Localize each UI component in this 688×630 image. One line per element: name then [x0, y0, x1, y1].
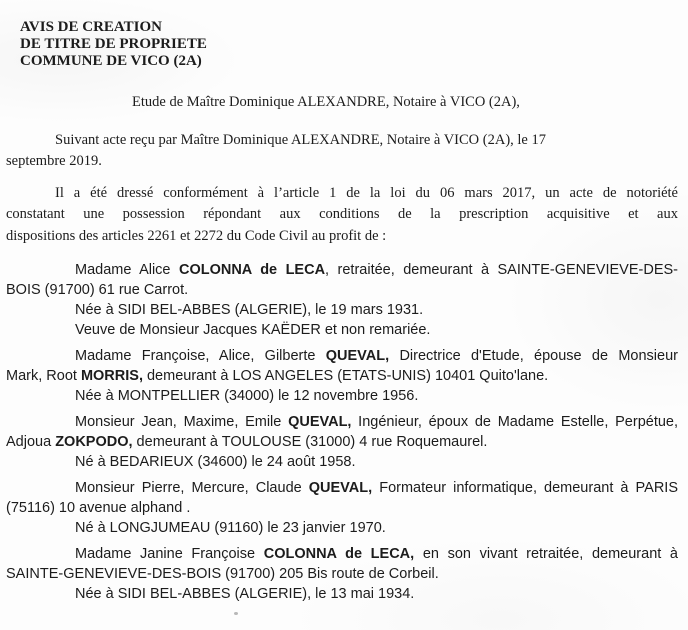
beneficiary-paragraph-3-line-3 — [6, 452, 678, 472]
text-run: Ingénieur, époux de Madame Estelle, Perpétue, — [351, 414, 679, 430]
text-run: Monsieur Pierre, Mercure, Claude — [75, 480, 309, 496]
text-run: Formateur informatique, demeurant à PARIS — [372, 480, 678, 496]
beneficiary-paragraph-1 — [6, 260, 678, 340]
text-run: demeurant à LOS ANGELES (ETATS-UNIS) 10401 Quito'lane. — [142, 368, 549, 384]
text-run: septembre 2019. — [6, 153, 102, 169]
text-run: AVIS DE CREATION — [20, 19, 162, 35]
text-run: Monsieur Jean, Maxime, Emile — [75, 414, 289, 430]
legal-basis-paragraph-line-3 — [6, 226, 678, 248]
text-run: Né à BEDARIEUX (34600) le 24 août 1958. — [75, 454, 356, 470]
beneficiary-paragraph-5-line-1 — [6, 544, 678, 564]
text-run: Adjoua — [6, 434, 56, 450]
beneficiary-paragraph-5-line-3 — [6, 584, 678, 604]
text-run: Née à SIDI BEL-ABBES (ALGERIE), le 19 mars 1931. — [75, 302, 424, 318]
notary-office-line — [6, 92, 678, 114]
notice-title-line-1 — [20, 19, 678, 36]
legal-basis-paragraph — [6, 183, 678, 248]
text-run: Suivant acte reçu par Maître Dominique ALEXANDRE, Notaire à VICO (2A), le 17 — [55, 131, 546, 148]
beneficiary-paragraph-2-line-1 — [6, 346, 678, 366]
beneficiary-paragraph-2 — [6, 346, 678, 406]
text-run: en son vivant retraitée, demeurant à — [414, 546, 678, 562]
text-run: Veuve de Monsieur Jacques KAËDER et non remariée. — [75, 322, 431, 338]
notice-title — [6, 19, 678, 70]
text-run: Né à LONGJUMEAU (91160) le 23 janvier 1970. — [75, 520, 386, 536]
person-surname-bold: MORRIS, — [80, 368, 143, 384]
notary-office-line-line-1 — [6, 92, 678, 114]
beneficiary-paragraph-1-line-3 — [6, 300, 678, 320]
person-surname-bold: QUEVAL, — [288, 414, 352, 430]
text-run: SAINTE-GENEVIEVE-DES-BOIS (91700) 205 Bis route de Corbeil. — [6, 566, 439, 582]
beneficiary-paragraph-2-line-2 — [6, 366, 678, 386]
text-run: Madame Françoise, Alice, Gilberte — [75, 348, 326, 364]
beneficiary-paragraph-3-line-1 — [6, 412, 678, 432]
text-run: Directrice d'Etude, épouse de Monsieur — [389, 348, 678, 364]
text-run: COMMUNE DE VICO (2A) — [20, 53, 202, 69]
beneficiary-paragraph-5-line-2 — [6, 564, 678, 584]
beneficiary-paragraph-2-line-3 — [6, 386, 678, 406]
text-run: constatant une possession répondant aux conditions de la prescription acquisitive et aux — [6, 206, 678, 222]
beneficiary-paragraph-5 — [6, 544, 678, 604]
text-run: Etude de Maître Dominique ALEXANDRE, Notaire à VICO (2A), — [132, 94, 520, 110]
legal-basis-paragraph-line-2 — [6, 204, 678, 226]
text-run: BOIS (91700) 61 rue Carrot. — [6, 282, 189, 298]
deed-date-paragraph — [6, 130, 678, 173]
beneficiary-paragraph-1-line-2 — [6, 280, 678, 300]
beneficiary-paragraph-3-line-2 — [6, 432, 678, 452]
beneficiary-paragraph-4 — [6, 478, 678, 538]
beneficiary-paragraph-1-line-1 — [6, 260, 678, 280]
text-run: Née à SIDI BEL-ABBES (ALGERIE), le 13 mai 1934. — [75, 586, 415, 602]
deed-date-paragraph-line-2 — [6, 151, 678, 173]
person-surname-bold: COLONNA de LECA, — [263, 546, 415, 562]
deed-date-paragraph-line-1 — [6, 130, 678, 152]
text-run: dispositions des articles 2261 et 2272 du Code Civil au profit de : — [6, 227, 387, 244]
beneficiary-paragraph-4-line-3 — [6, 518, 678, 538]
beneficiary-paragraph-4-line-2 — [6, 498, 678, 518]
text-run: DE TITRE DE PROPRIETE — [20, 36, 207, 52]
person-surname-bold: QUEVAL, — [325, 348, 390, 364]
scan-speck-artifact — [234, 612, 238, 615]
text-run: Mark, Root — [6, 368, 81, 384]
notice-title-line-3 — [20, 53, 678, 70]
person-surname-bold: COLONNA de LECA — [178, 262, 326, 278]
beneficiary-paragraph-3 — [6, 412, 678, 472]
legal-basis-paragraph-line-1 — [6, 183, 678, 205]
text-run: Madame Alice — [75, 262, 179, 278]
text-run: , retraitée, demeurant à SAINTE-GENEVIEVE-DES- — [325, 262, 678, 278]
person-surname-bold: ZOKPODO, — [55, 434, 133, 450]
text-run: Née à MONTPELLIER (34000) le 12 novembre 1956. — [75, 388, 419, 404]
text-run: Madame Janine Françoise — [75, 546, 264, 562]
text-run: demeurant à TOULOUSE (31000) 4 rue Roquemaurel. — [132, 434, 488, 450]
beneficiary-paragraph-1-line-4 — [6, 320, 678, 340]
person-surname-bold: QUEVAL, — [308, 480, 373, 496]
beneficiary-paragraph-4-line-1 — [6, 478, 678, 498]
text-run: Il a été dressé conformément à l’article 1 de la loi du 06 mars 2017, un acte de notoriété — [55, 184, 678, 201]
notice-title-line-2 — [20, 36, 678, 53]
text-run: (75116) 10 avenue alphand . — [6, 500, 191, 516]
